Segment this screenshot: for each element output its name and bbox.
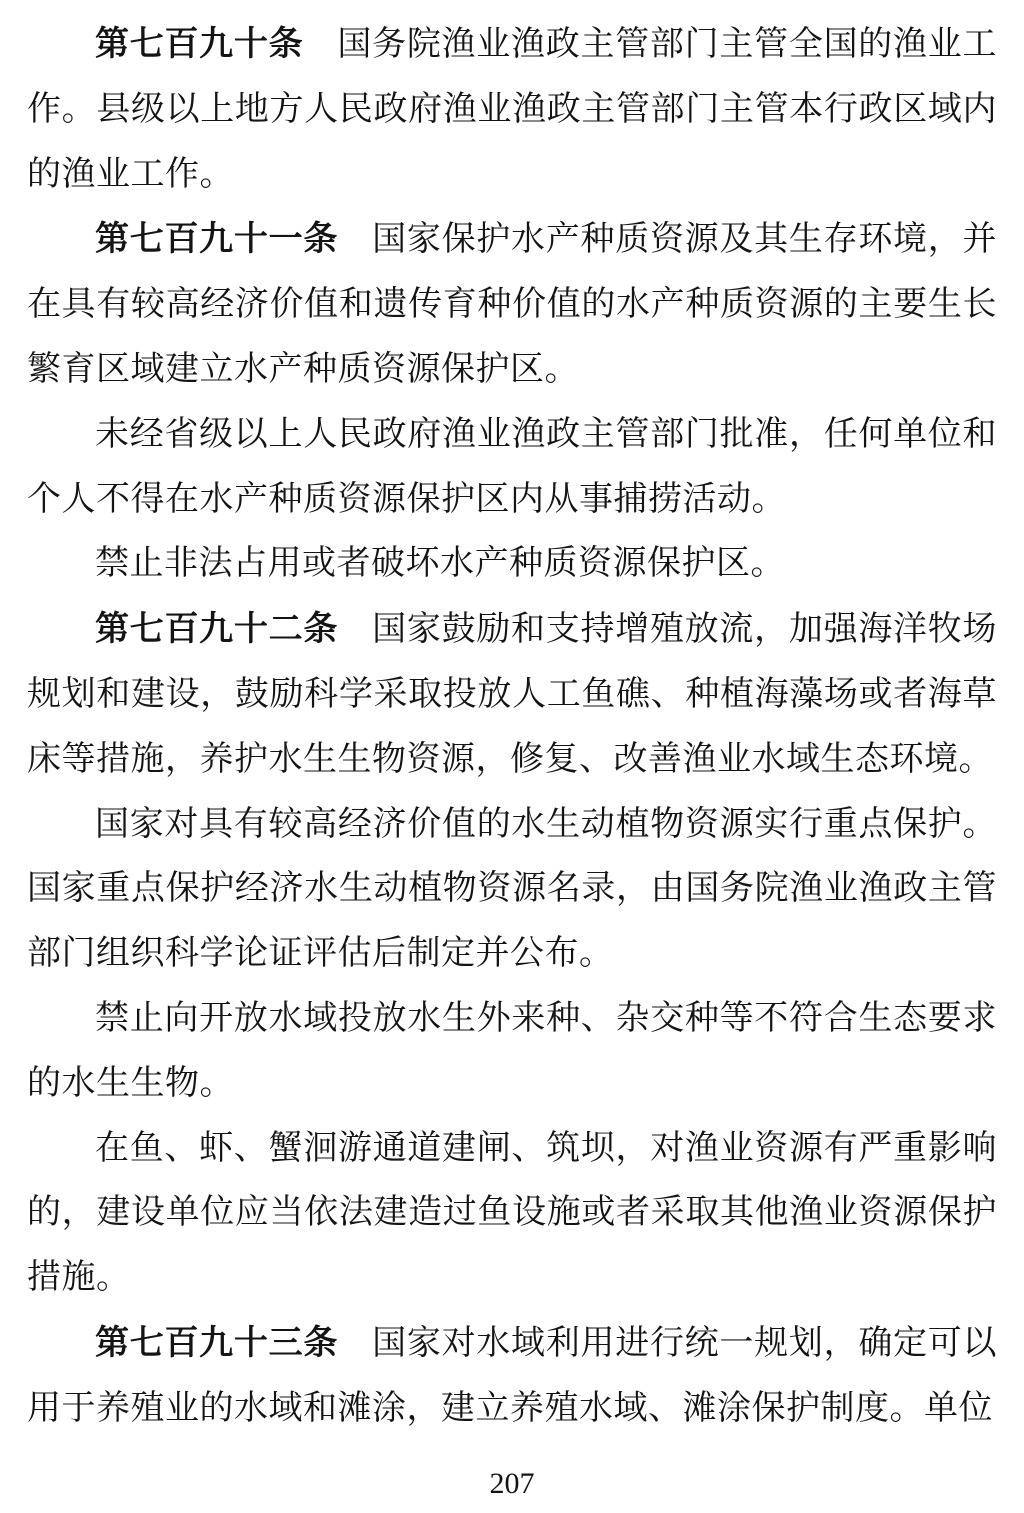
law-paragraph <box>27 532 997 597</box>
article-number: 第七百九十三条 <box>95 1322 339 1363</box>
page-number: 207 <box>489 1466 535 1500</box>
law-paragraph <box>27 987 997 1117</box>
law-paragraph <box>27 207 997 402</box>
paragraph-text: 国务院渔业渔政主管部门主管全国的渔业工作。县级以上地方人民政府渔业渔政主管部门主管本行政区域内的渔业工作。 <box>27 26 997 193</box>
paragraph-text: 未经省级以上人民政府渔业渔政主管部门批准，任何单位和个人不得在水产种质资源保护区内从事捕捞活动。 <box>27 415 997 518</box>
paragraph-text: 国家鼓励和支持增殖放流，加强海洋牧场规划和建设，鼓励科学采取投放人工鱼礁、种植海藻场或者海草床等措施，养护水生生物资源，修复、改善渔业水域生态环境。 <box>27 611 998 778</box>
paragraph-text: 禁止非法占用或者破坏水产种质资源保护区。 <box>95 545 785 583</box>
law-text-block <box>27 12 997 1442</box>
paragraph-text: 在鱼、虾、蟹洄游通道建闸、筑坝，对渔业资源有严重影响的，建设单位应当依法建造过鱼设施或者采取其他渔业资源保护措施。 <box>27 1129 997 1297</box>
law-paragraph <box>27 12 997 207</box>
paragraph-text: 国家保护水产种质资源及其生存环境，并在具有较高经济价值和遗传育种价值的水产种质资源的主要生长繁育区域建立水产种质资源保护区。 <box>27 221 998 388</box>
law-paragraph <box>27 403 997 533</box>
paragraph-text: 禁止向开放水域投放水生外来种、杂交种等不符合生态要求的水生生物。 <box>27 999 997 1102</box>
paragraph-text: 国家对水域利用进行统一规划，确定可以用于养殖业的水域和滩涂，建立养殖水域、滩涂保护制度。单位 <box>27 1324 998 1427</box>
article-number: 第七百九十二条 <box>95 609 339 650</box>
article-number: 第七百九十条 <box>95 24 304 64</box>
paragraph-text: 国家对具有较高经济价值的水生动植物资源实行重点保护。国家重点保护经济水生动植物资源名录，由国务院渔业渔政主管部门组织科学论证评估后制定并公布。 <box>27 805 997 973</box>
law-paragraph <box>27 1117 997 1311</box>
article-number: 第七百九十一条 <box>95 219 339 260</box>
law-paragraph <box>27 597 997 792</box>
law-paragraph <box>27 793 997 987</box>
law-paragraph <box>27 1311 997 1442</box>
